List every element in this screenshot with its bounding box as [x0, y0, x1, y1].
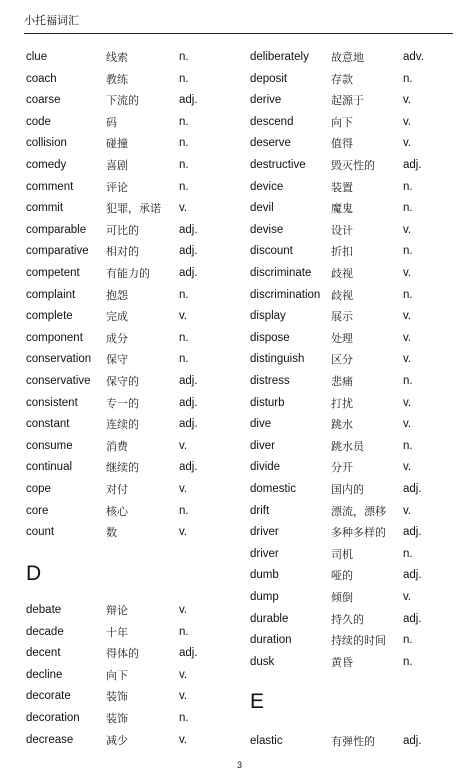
vocab-part-of-speech: adj. — [179, 245, 198, 258]
vocab-word: discrimination — [250, 288, 321, 301]
vocab-part-of-speech: adj. — [403, 569, 422, 582]
vocab-part-of-speech: v. — [179, 439, 188, 452]
vocab-part-of-speech: v. — [179, 526, 188, 539]
vocab-part-of-speech: n. — [179, 712, 189, 724]
vocab-part-of-speech: n. — [179, 288, 189, 301]
vocab-word: complete — [26, 310, 73, 323]
vocab-word: dive — [250, 418, 272, 431]
vocab-meaning: 码 — [106, 115, 117, 129]
vocab-word: constant — [26, 418, 70, 431]
vocab-part-of-speech: n. — [403, 634, 413, 647]
vocab-meaning: 可比的 — [106, 223, 139, 237]
vocab-word: dumb — [250, 569, 279, 582]
vocab-meaning: 专一的 — [106, 396, 139, 410]
vocab-meaning: 哑的 — [331, 569, 353, 583]
vocab-meaning: 装饰 — [106, 690, 128, 704]
vocab-meaning: 歧视 — [331, 288, 353, 302]
vocab-word: devil — [250, 202, 274, 215]
vocab-part-of-speech: v. — [179, 733, 188, 746]
vocab-part-of-speech: n. — [403, 180, 413, 193]
vocab-word: decade — [26, 625, 64, 638]
vocab-part-of-speech: n. — [179, 504, 189, 517]
vocab-meaning: 对付 — [106, 483, 128, 496]
vocab-word: discount — [250, 245, 293, 258]
vocab-part-of-speech: adj. — [179, 94, 198, 107]
vocab-meaning: 持久的 — [331, 612, 364, 626]
vocab-part-of-speech: v. — [403, 223, 412, 236]
vocab-meaning: 向下 — [331, 115, 353, 129]
page-header-title: 小托福词汇 — [24, 14, 79, 27]
vocab-meaning: 持续的时间 — [331, 634, 386, 648]
vocab-part-of-speech: n. — [403, 655, 413, 668]
vocab-meaning: 跳水 — [331, 418, 353, 432]
vocab-part-of-speech: v. — [179, 202, 188, 215]
vocab-word: commit — [26, 202, 64, 215]
vocab-word: debate — [26, 604, 62, 616]
vocab-word: code — [26, 115, 51, 128]
vocab-part-of-speech: v. — [403, 591, 412, 603]
vocab-meaning: 抱怨 — [106, 288, 128, 302]
vocab-part-of-speech: adj. — [179, 375, 198, 387]
page-number: 3 — [237, 760, 243, 770]
vocab-meaning: 黄昏 — [331, 655, 353, 669]
vocab-meaning: 有弹性的 — [331, 735, 375, 748]
vocab-part-of-speech: n. — [403, 439, 413, 452]
vocab-part-of-speech: v. — [403, 396, 412, 409]
vocab-meaning: 分开 — [331, 461, 353, 475]
vocab-meaning: 倾倒 — [331, 591, 353, 604]
vocab-part-of-speech: v. — [403, 353, 412, 366]
vocab-meaning: 辩论 — [106, 604, 128, 617]
vocab-meaning: 线索 — [106, 51, 128, 64]
vocab-meaning: 存款 — [331, 72, 353, 86]
vocab-word: cope — [26, 483, 51, 495]
vocab-part-of-speech: v. — [403, 94, 412, 107]
vocab-word: diver — [250, 439, 275, 452]
vocab-meaning: 向下 — [106, 668, 128, 682]
vocab-word: descend — [250, 115, 294, 128]
vocab-part-of-speech: n. — [179, 331, 189, 344]
vocab-part-of-speech: v. — [403, 310, 412, 323]
vocab-meaning: 十年 — [106, 625, 128, 639]
vocab-word: display — [250, 310, 286, 323]
vocab-meaning: 打扰 — [331, 396, 353, 410]
vocab-word: decoration — [26, 712, 80, 724]
vocab-word: consistent — [26, 396, 78, 409]
vocab-part-of-speech: adj. — [179, 396, 198, 409]
vocab-word: decline — [26, 668, 63, 681]
vocab-part-of-speech: n. — [403, 547, 413, 560]
vocab-word: decent — [26, 647, 61, 660]
vocab-word: comment — [26, 180, 74, 193]
vocab-word: complaint — [26, 288, 76, 301]
vocab-meaning: 跳水员 — [331, 439, 364, 453]
vocab-word: drift — [250, 504, 270, 517]
vocab-meaning: 值得 — [331, 137, 353, 151]
vocab-part-of-speech: adj. — [403, 612, 422, 625]
vocab-meaning: 折扣 — [331, 245, 353, 259]
header-rule — [24, 33, 453, 34]
vocab-meaning: 下流的 — [106, 94, 139, 108]
vocab-word: deliberately — [250, 51, 309, 63]
vocab-part-of-speech: n. — [179, 115, 189, 128]
vocab-word: deposit — [250, 72, 288, 85]
vocab-part-of-speech: n. — [403, 72, 413, 85]
vocab-part-of-speech: n. — [403, 375, 413, 387]
vocab-word: coarse — [26, 94, 61, 107]
vocab-word: dispose — [250, 331, 290, 344]
vocab-word: driver — [250, 547, 279, 560]
vocab-part-of-speech: adj. — [179, 461, 198, 474]
vocab-word: comparative — [26, 245, 89, 258]
vocab-word: conservative — [26, 375, 91, 387]
vocab-word: durable — [250, 612, 289, 625]
vocab-part-of-speech: adj. — [403, 483, 422, 495]
vocab-word: clue — [26, 51, 48, 63]
vocab-part-of-speech: adj. — [179, 647, 198, 660]
vocab-meaning: 减少 — [106, 733, 128, 747]
vocab-meaning: 完成 — [106, 310, 128, 324]
vocab-meaning: 有能力的 — [106, 267, 150, 280]
vocab-meaning: 喜剧 — [106, 159, 128, 172]
section-letter-e: E — [250, 690, 265, 713]
vocab-meaning: 国内的 — [331, 483, 364, 496]
vocab-word: conservation — [26, 353, 92, 366]
vocab-part-of-speech: adj. — [403, 526, 422, 539]
section-letter-d: D — [26, 562, 42, 585]
vocab-word: distinguish — [250, 353, 305, 366]
vocab-word: decorate — [26, 690, 71, 703]
vocab-word: dump — [250, 591, 279, 603]
vocab-meaning: 相对的 — [106, 245, 139, 259]
vocab-part-of-speech: v. — [403, 461, 412, 474]
vocab-word: comedy — [26, 159, 67, 171]
vocab-part-of-speech: n. — [179, 353, 189, 366]
vocab-meaning: 评论 — [106, 180, 128, 194]
vocab-part-of-speech: v. — [403, 418, 412, 431]
vocab-part-of-speech: adj. — [179, 267, 198, 279]
vocab-meaning: 设计 — [331, 223, 353, 237]
vocab-word: deserve — [250, 137, 291, 150]
vocab-word: elastic — [250, 735, 283, 747]
vocab-part-of-speech: v. — [179, 310, 188, 323]
vocab-part-of-speech: n. — [179, 180, 189, 193]
vocab-meaning: 展示 — [331, 310, 353, 324]
vocab-word: coach — [26, 72, 57, 85]
vocab-meaning: 漂流，漂移 — [331, 504, 386, 518]
vocab-meaning: 继续的 — [106, 461, 139, 475]
vocab-part-of-speech: n. — [179, 51, 189, 63]
vocab-part-of-speech: n. — [403, 202, 413, 215]
vocab-word: dusk — [250, 655, 275, 668]
vocab-word: device — [250, 180, 284, 193]
vocab-part-of-speech: n. — [179, 625, 189, 638]
vocab-part-of-speech: adj. — [179, 418, 198, 431]
vocab-word: discriminate — [250, 267, 312, 279]
vocab-meaning: 司机 — [331, 547, 353, 561]
vocab-meaning: 悲痛 — [331, 375, 353, 388]
vocab-part-of-speech: v. — [403, 331, 412, 344]
vocab-part-of-speech: n. — [179, 159, 189, 171]
vocab-word: collision — [26, 137, 67, 150]
vocab-word: disturb — [250, 396, 285, 409]
vocab-meaning: 碰撞 — [106, 137, 128, 151]
vocab-word: duration — [250, 634, 292, 647]
vocab-word: competent — [26, 267, 80, 279]
vocab-meaning: 处理 — [331, 331, 353, 345]
vocab-part-of-speech: v. — [403, 267, 412, 279]
vocab-meaning: 区分 — [331, 353, 353, 367]
vocab-part-of-speech: v. — [179, 483, 188, 495]
vocab-word: comparable — [26, 223, 87, 236]
vocab-word: count — [26, 526, 55, 539]
vocab-word: continual — [26, 461, 73, 474]
vocab-word: component — [26, 331, 83, 344]
vocab-part-of-speech: n. — [179, 137, 189, 150]
vocab-meaning: 得体的 — [106, 647, 139, 661]
vocab-word: destructive — [250, 159, 306, 171]
vocab-word: domestic — [250, 483, 297, 495]
vocab-word: distress — [250, 375, 290, 387]
vocab-meaning: 多种多样的 — [331, 526, 386, 540]
vocab-meaning: 毁灭性的 — [331, 159, 375, 172]
vocab-part-of-speech: v. — [179, 668, 188, 681]
vocab-part-of-speech: adj. — [403, 735, 422, 747]
vocab-part-of-speech: n. — [403, 288, 413, 301]
vocab-meaning: 起源于 — [331, 94, 364, 108]
vocab-part-of-speech: v. — [403, 137, 412, 150]
vocab-meaning: 核心 — [106, 504, 128, 518]
vocab-word: consume — [26, 439, 73, 452]
vocab-meaning: 歧视 — [331, 267, 353, 280]
vocab-part-of-speech: v. — [179, 604, 188, 616]
vocab-part-of-speech: adj. — [179, 223, 198, 236]
vocab-meaning: 教练 — [106, 72, 128, 86]
vocab-part-of-speech: v. — [179, 690, 188, 703]
vocab-word: driver — [250, 526, 279, 539]
vocab-part-of-speech: adj. — [403, 159, 422, 171]
vocab-meaning: 连续的 — [106, 418, 139, 432]
vocab-part-of-speech: n. — [179, 72, 189, 85]
vocab-word: devise — [250, 223, 284, 236]
vocab-part-of-speech: v. — [403, 115, 412, 128]
vocab-word: core — [26, 504, 49, 517]
vocab-meaning: 保守 — [106, 353, 128, 367]
vocab-meaning: 保守的 — [106, 375, 139, 388]
vocab-meaning: 装饰 — [106, 712, 128, 725]
vocab-meaning: 消费 — [106, 439, 128, 453]
vocab-word: derive — [250, 94, 282, 107]
vocab-part-of-speech: n. — [403, 245, 413, 258]
vocab-meaning: 魔鬼 — [331, 202, 353, 216]
vocab-word: divide — [250, 461, 281, 474]
vocab-part-of-speech: adv. — [403, 51, 424, 63]
vocab-meaning: 数 — [106, 526, 117, 540]
vocab-meaning: 成分 — [106, 331, 128, 345]
vocab-meaning: 故意地 — [331, 51, 364, 64]
vocab-word: decrease — [26, 733, 74, 746]
vocab-part-of-speech: v. — [403, 504, 412, 517]
vocab-meaning: 装置 — [331, 180, 353, 194]
vocab-meaning: 犯罪，承诺 — [106, 202, 161, 216]
